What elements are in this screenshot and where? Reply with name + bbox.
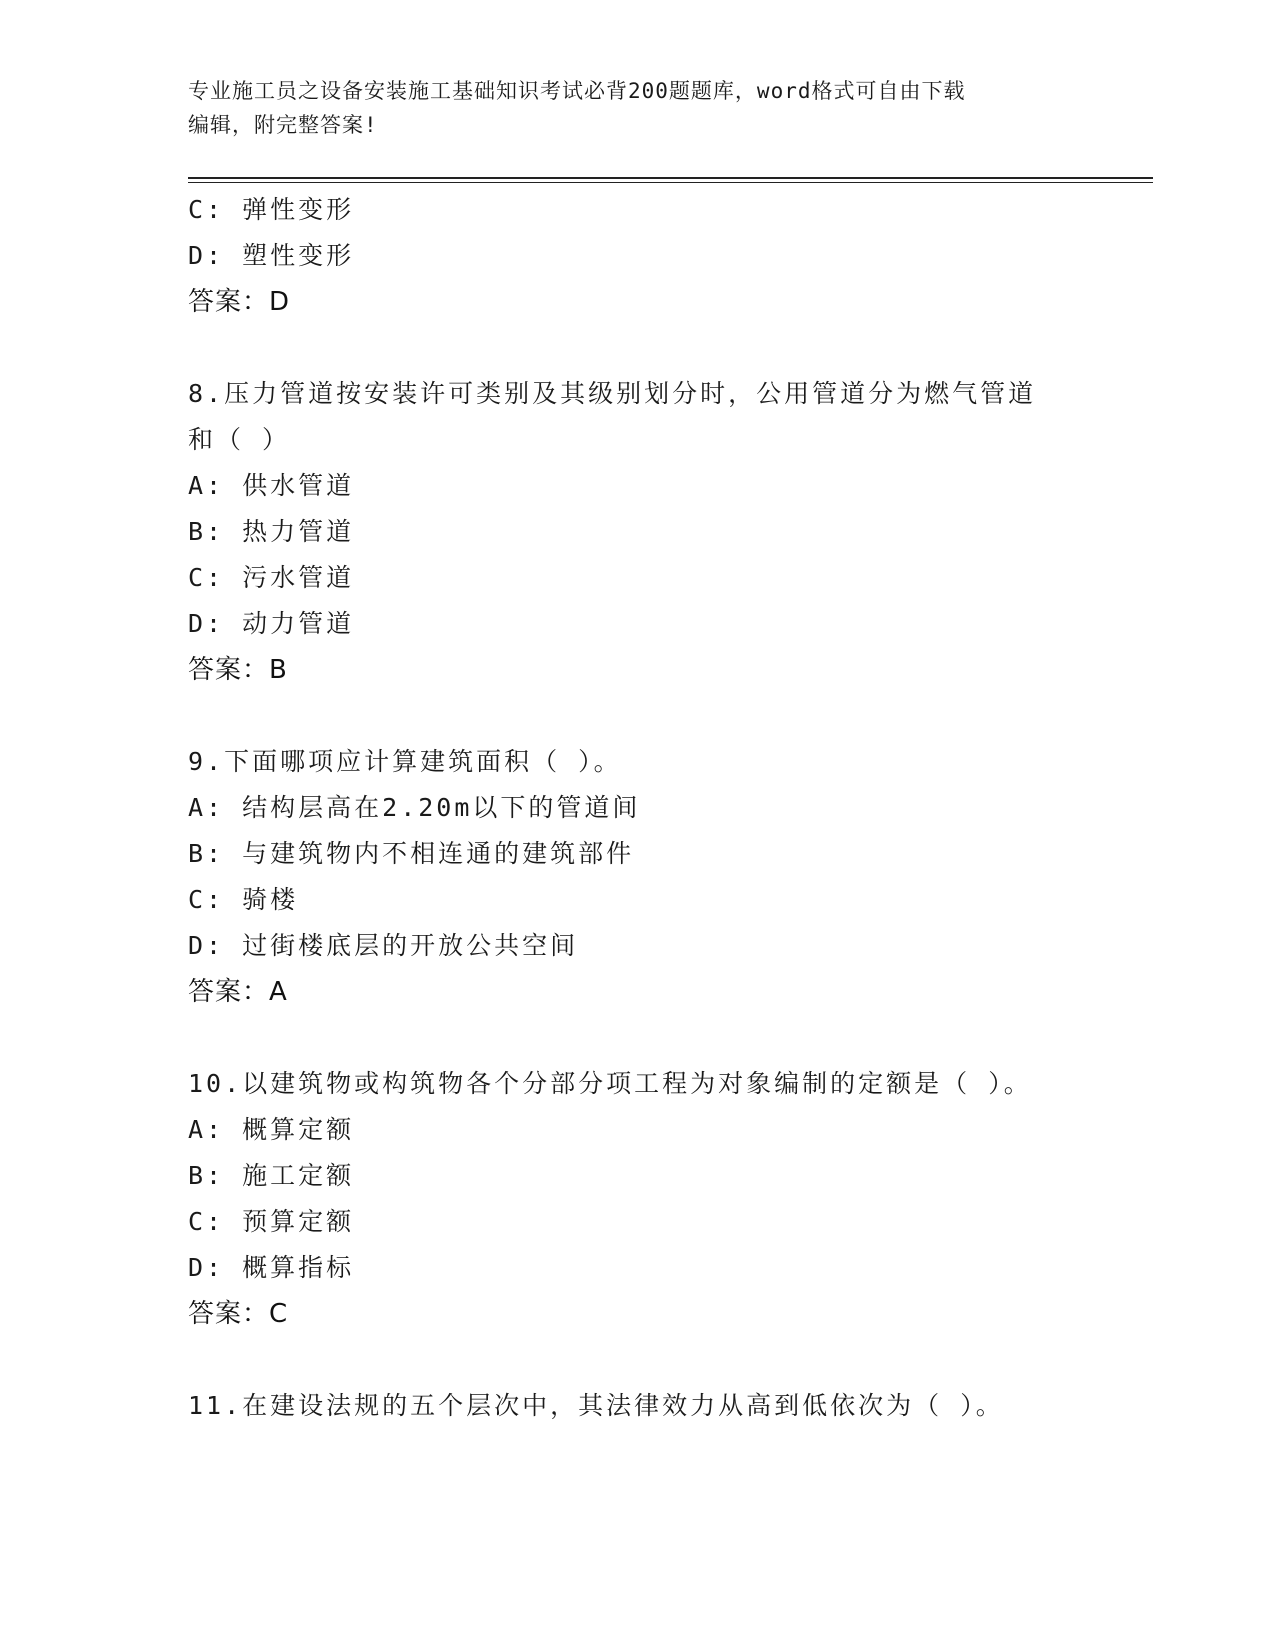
- answer-line: 答案：A: [188, 977, 288, 1007]
- question-11: [188, 1383, 1088, 1429]
- option-d: D: 概算指标: [188, 1253, 355, 1282]
- spacer: [188, 1337, 1088, 1383]
- question-stem: 8.压力管道按安装许可类别及其级别划分时，公用管道分为燃气管道: [188, 379, 1037, 408]
- question-9: [188, 739, 1088, 1015]
- document-header: [188, 74, 1088, 142]
- question-10: [188, 1061, 1088, 1337]
- option-c: C: 预算定额: [188, 1207, 355, 1236]
- option-b: B: 热力管道: [188, 517, 355, 546]
- question-8: [188, 371, 1088, 693]
- option-c: C: 弹性变形: [188, 195, 355, 224]
- question-stem: 9.下面哪项应计算建筑面积（ ）。: [188, 747, 622, 776]
- option-a: A: 结构层高在2.20m以下的管道间: [188, 793, 641, 822]
- option-d: D: 塑性变形: [188, 241, 355, 270]
- spacer: [188, 693, 1088, 739]
- option-c: C: 骑楼: [188, 885, 299, 914]
- option-d: D: 动力管道: [188, 609, 355, 638]
- option-b: B: 施工定额: [188, 1161, 355, 1190]
- option-c: C: 污水管道: [188, 563, 355, 592]
- question-stem: 10.以建筑物或构筑物各个分部分项工程为对象编制的定额是（ ）。: [188, 1069, 1032, 1098]
- option-a: A: 供水管道: [188, 471, 355, 500]
- spacer: [188, 1015, 1088, 1061]
- header-rule-thin: [188, 182, 1153, 183]
- header-rule-thick: [188, 177, 1153, 179]
- option-b: B: 与建筑物内不相连通的建筑部件: [188, 839, 635, 868]
- answer-line: 答案：C: [188, 1299, 289, 1329]
- question-content: [188, 187, 1088, 1429]
- option-a: A: 概算定额: [188, 1115, 355, 1144]
- spacer: [188, 325, 1088, 371]
- header-line-2: 编辑，附完整答案!: [188, 113, 378, 137]
- question-stem-continued: 和（ ）: [188, 425, 291, 454]
- question-stem: 11.在建设法规的五个层次中，其法律效力从高到低依次为（ ）。: [188, 1391, 1004, 1420]
- answer-line: 答案：B: [188, 655, 288, 685]
- answer-line: 答案：D: [188, 287, 291, 317]
- option-d: D: 过街楼底层的开放公共空间: [188, 931, 579, 960]
- header-line-1: 专业施工员之设备安装施工基础知识考试必背200题题库，word格式可自由下载: [188, 79, 966, 103]
- question-7-continuation: [188, 187, 1088, 325]
